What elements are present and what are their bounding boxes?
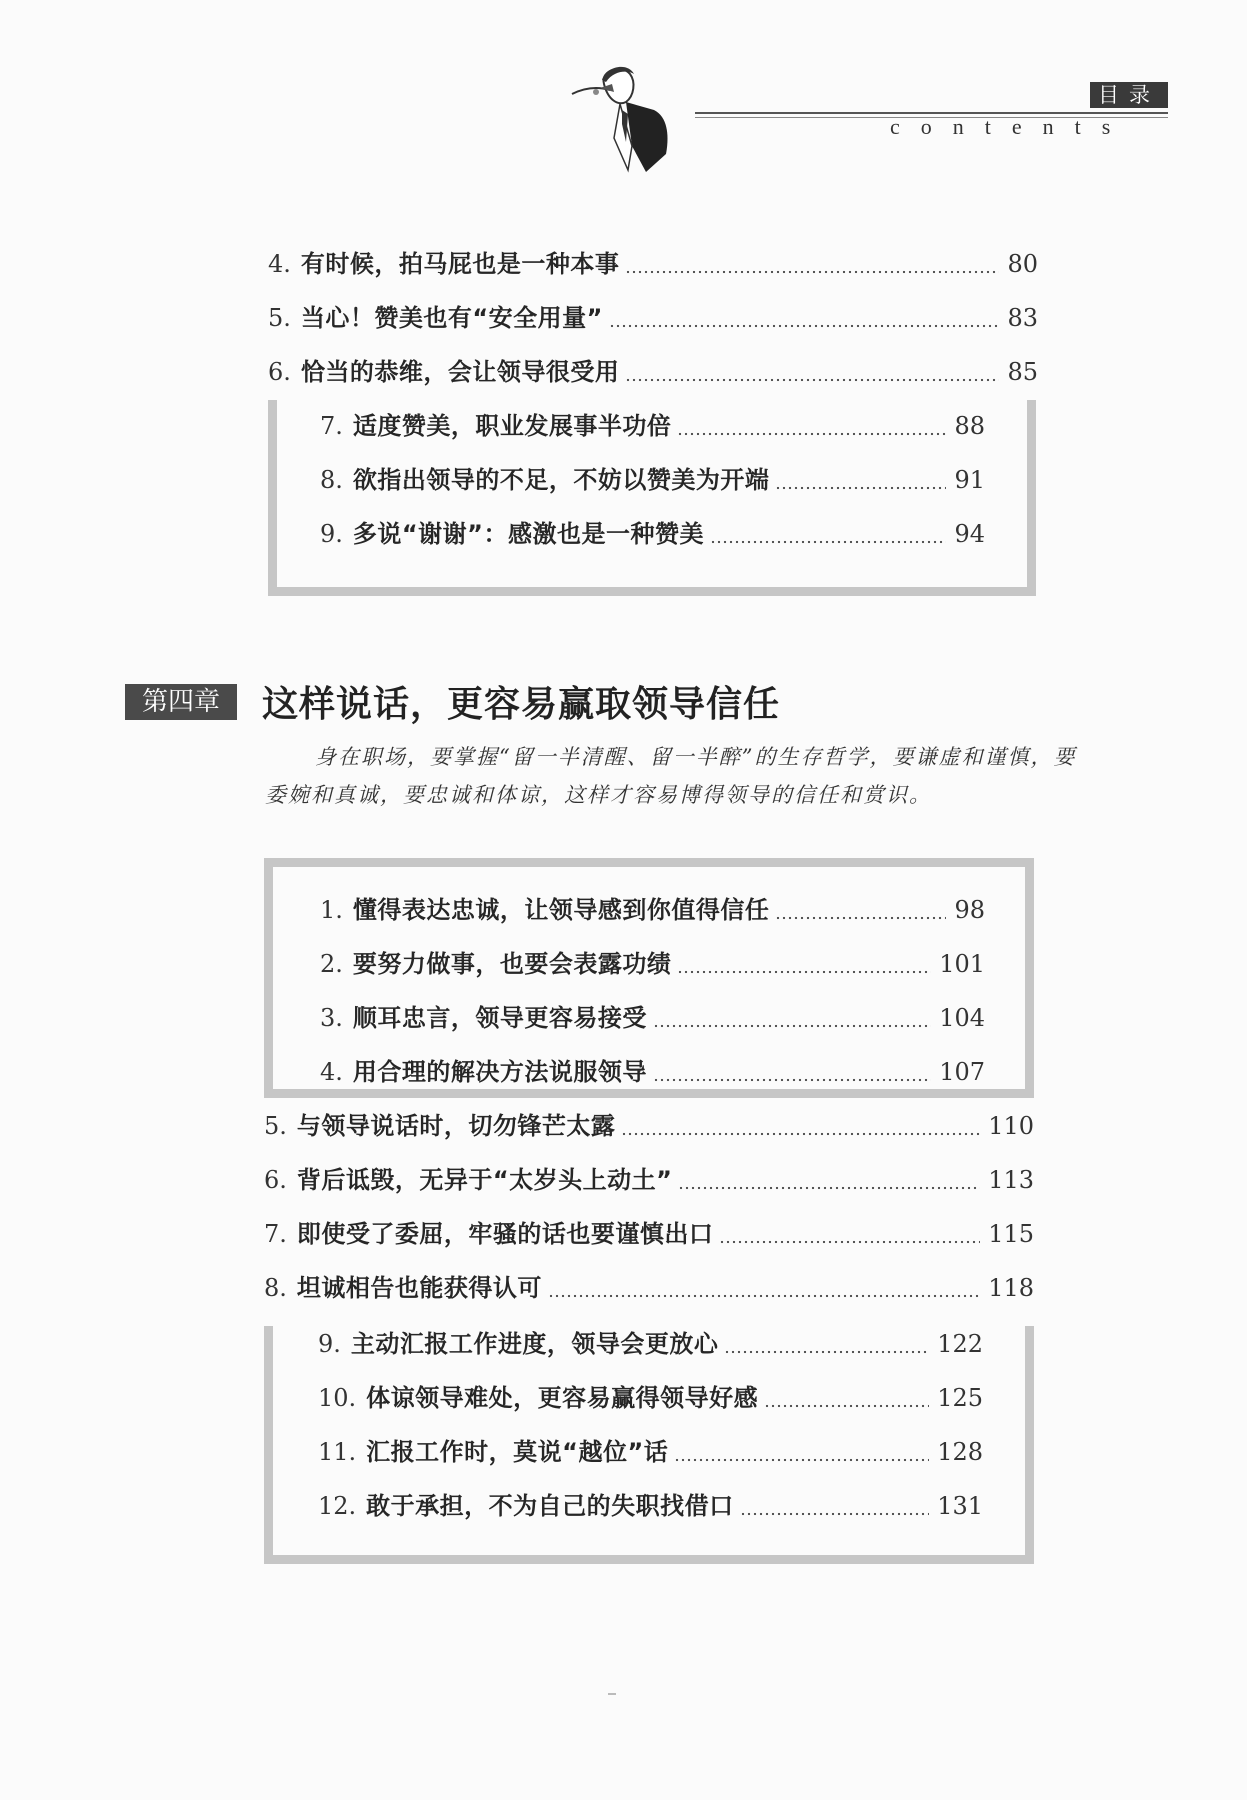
toc-entry-number: 1. bbox=[320, 896, 343, 924]
toc-entry-title: 即使受了委屈，牢骚的话也要谨慎出口 bbox=[296, 1220, 714, 1248]
toc-entry-title: 恰当的恭维，会让领导很受用 bbox=[300, 358, 620, 386]
toc-entry-number: 4. bbox=[268, 250, 291, 278]
toc-entry[interactable] bbox=[264, 1271, 1034, 1305]
dot-leader bbox=[625, 270, 999, 274]
toc-entry-title: 要努力做事，也要会表露功绩 bbox=[352, 950, 672, 978]
toc-entry-page: 91 bbox=[954, 466, 985, 494]
toc-entry-page: 131 bbox=[937, 1492, 983, 1520]
toc-entry-number: 5. bbox=[264, 1112, 287, 1140]
toc-entry-number: 2. bbox=[320, 950, 343, 978]
toc-entry-page: 125 bbox=[937, 1384, 983, 1412]
toc-entry-number: 10. bbox=[318, 1384, 357, 1412]
dot-leader bbox=[678, 1186, 980, 1190]
toc-entry-title: 欲指出领导的不足，不妨以赞美为开端 bbox=[352, 466, 770, 494]
dot-leader bbox=[677, 970, 931, 974]
toc-entry[interactable] bbox=[264, 1109, 1034, 1143]
toc-entry-number: 8. bbox=[264, 1274, 287, 1302]
page-header bbox=[0, 0, 1247, 190]
dot-leader bbox=[609, 324, 1000, 328]
dot-leader bbox=[674, 1458, 929, 1462]
toc-entry-page: 83 bbox=[1007, 304, 1038, 332]
chapter-description: 身在职场，要掌握“留一半清醒、留一半醉”的生存哲学，要谦虚和谨慎，要委婉和真诚，要忠诚和体谅，这样才容易博得领导的信任和赏识。 bbox=[265, 745, 1077, 807]
dot-leader bbox=[621, 1132, 980, 1136]
toc-entry-page: 101 bbox=[939, 950, 985, 978]
dot-leader bbox=[775, 486, 946, 490]
toc-entry-title: 懂得表达忠诚，让领导感到你值得信任 bbox=[352, 896, 770, 924]
chapter-title: 这样说话，更容易赢取领导信任 bbox=[262, 683, 781, 725]
toc-entry-number: 7. bbox=[320, 412, 343, 440]
footer-mark bbox=[608, 1693, 616, 1695]
toc-entry-page: 128 bbox=[937, 1438, 983, 1466]
toc-entry[interactable] bbox=[268, 247, 1038, 281]
toc-entry-page: 107 bbox=[939, 1058, 985, 1086]
toc-entry-number: 11. bbox=[318, 1438, 357, 1466]
toc-entry-title: 敢于承担，不为自己的失职找借口 bbox=[366, 1492, 734, 1520]
section-subtitle: contents bbox=[890, 114, 1132, 139]
toc-entry[interactable] bbox=[320, 893, 985, 927]
toc-entry-page: 110 bbox=[988, 1112, 1034, 1140]
dot-leader bbox=[719, 1240, 980, 1244]
toc-entry[interactable] bbox=[268, 301, 1038, 335]
toc-entry-page: 115 bbox=[988, 1220, 1034, 1248]
toc-entry-title: 多说“谢谢”：感激也是一种赞美 bbox=[352, 520, 704, 548]
toc-entry-number: 6. bbox=[264, 1166, 287, 1194]
toc-entry[interactable] bbox=[318, 1489, 983, 1523]
businessman-illustration bbox=[570, 62, 680, 180]
toc-entry-title: 适度赞美，职业发展事半功倍 bbox=[352, 412, 672, 440]
toc-entry[interactable] bbox=[318, 1435, 983, 1469]
toc-entry-number: 6. bbox=[268, 358, 291, 386]
toc-entry-page: 118 bbox=[988, 1274, 1034, 1302]
toc-entry-number: 3. bbox=[320, 1004, 343, 1032]
toc-entry[interactable] bbox=[264, 1163, 1034, 1197]
dot-leader bbox=[625, 378, 999, 382]
toc-entry-number: 7. bbox=[264, 1220, 287, 1248]
toc-entry[interactable] bbox=[320, 947, 985, 981]
toc-entry-number: 12. bbox=[318, 1492, 357, 1520]
dot-leader bbox=[710, 540, 947, 544]
chapter-tag: 第四章 bbox=[125, 684, 237, 720]
toc-entry-title: 主动汇报工作进度，领导会更放心 bbox=[350, 1330, 719, 1358]
toc-entry[interactable] bbox=[320, 517, 985, 551]
dot-leader bbox=[740, 1512, 930, 1516]
toc-entry-page: 122 bbox=[937, 1330, 983, 1358]
dot-leader bbox=[653, 1078, 931, 1082]
toc-entry-title: 有时候，拍马屁也是一种本事 bbox=[300, 250, 620, 278]
toc-entry[interactable] bbox=[264, 1217, 1034, 1251]
dot-leader bbox=[775, 916, 946, 920]
toc-entry[interactable] bbox=[318, 1327, 983, 1361]
toc-entry-title: 坦诚相告也能获得认可 bbox=[296, 1274, 542, 1302]
toc-entry-title: 体谅领导难处，更容易赢得领导好感 bbox=[366, 1384, 759, 1412]
toc-entry[interactable] bbox=[320, 1001, 985, 1035]
toc-entry-title: 当心！赞美也有“安全用量” bbox=[300, 304, 603, 332]
toc-entry-title: 顺耳忠言，领导更容易接受 bbox=[352, 1004, 647, 1032]
toc-entry-page: 80 bbox=[1007, 250, 1038, 278]
toc-entry-title: 背后诋毁，无异于“太岁头上动土” bbox=[296, 1166, 673, 1194]
toc-entry[interactable] bbox=[318, 1381, 983, 1415]
toc-entry[interactable] bbox=[320, 409, 985, 443]
toc-entry-page: 94 bbox=[954, 520, 985, 548]
toc-entry-number: 9. bbox=[318, 1330, 341, 1358]
toc-entry-title: 与领导说话时，切勿锋芒太露 bbox=[296, 1112, 616, 1140]
toc-entry-number: 9. bbox=[320, 520, 343, 548]
toc-entry-page: 85 bbox=[1007, 358, 1038, 386]
toc-entry-page: 113 bbox=[988, 1166, 1034, 1194]
dot-leader bbox=[653, 1024, 931, 1028]
toc-entry-title: 汇报工作时，莫说“越位”话 bbox=[366, 1438, 669, 1466]
toc-entry[interactable] bbox=[320, 1055, 985, 1089]
toc-entry-page: 98 bbox=[954, 896, 985, 924]
toc-entry-number: 5. bbox=[268, 304, 291, 332]
toc-entry-page: 104 bbox=[939, 1004, 985, 1032]
toc-entry-number: 4. bbox=[320, 1058, 343, 1086]
section-label: 目录 bbox=[1090, 82, 1168, 108]
toc-entry[interactable] bbox=[268, 355, 1038, 389]
dot-leader bbox=[764, 1404, 929, 1408]
toc-entry-page: 88 bbox=[954, 412, 985, 440]
dot-leader bbox=[548, 1294, 980, 1298]
dot-leader bbox=[677, 432, 946, 436]
toc-entry-title: 用合理的解决方法说服领导 bbox=[352, 1058, 647, 1086]
dot-leader bbox=[724, 1350, 929, 1354]
toc-entry-number: 8. bbox=[320, 466, 343, 494]
toc-entry[interactable] bbox=[320, 463, 985, 497]
